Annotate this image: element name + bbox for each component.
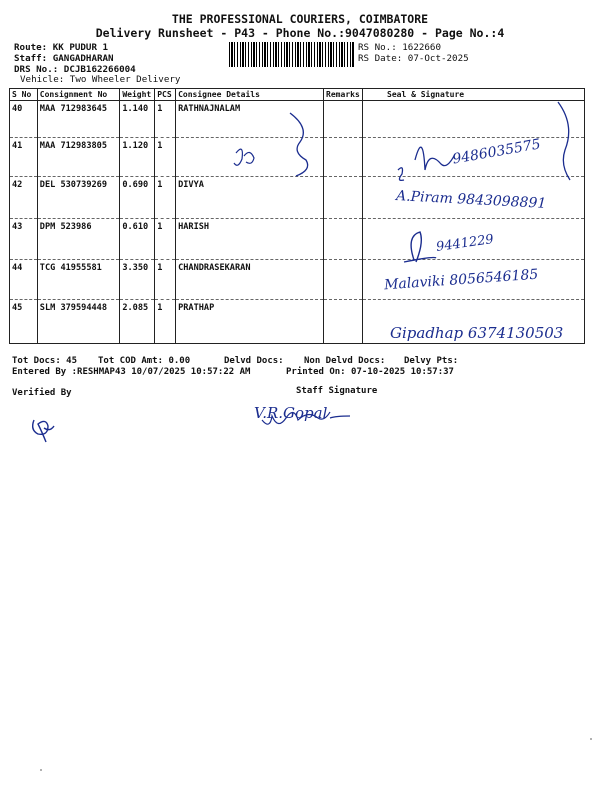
handwritten-phone: 9441229 — [435, 232, 495, 255]
cell-sno: 42 — [10, 177, 38, 219]
col-pcs: PCS — [155, 89, 176, 101]
printed-on: Printed On: 07-10-2025 10:57:37 — [286, 367, 454, 377]
runsheet-subtitle: Delivery Runsheet - P43 - Phone No.:9047080280 - Page No.:4 — [95, 26, 505, 40]
company-title: THE PROFESSIONAL COURIERS, COIMBATORE — [171, 12, 429, 26]
cell-pcs: 1 — [155, 219, 176, 260]
staff-signature-hand: V.R.Gopal — [254, 404, 328, 422]
signature-scrawl — [404, 232, 436, 262]
cell-consignment: MAA 712983645 — [37, 101, 120, 138]
scan-speck — [40, 769, 42, 771]
delivered-docs: Delvd Docs: — [224, 356, 284, 366]
cell-weight: 0.610 — [120, 219, 155, 260]
cell-sno: 43 — [10, 219, 38, 260]
entered-by: Entered By :RESHMAP43 10/07/2025 10:57:22 AM — [12, 367, 251, 377]
cell-weight: 0.690 — [120, 177, 155, 219]
col-weight: Weight — [120, 89, 155, 101]
col-consignee: Consignee Details — [176, 89, 324, 101]
col-sno: S No — [10, 89, 38, 101]
cell-pcs: 1 — [155, 177, 176, 219]
handwritten-signature: A.Piram 9843098891 — [395, 188, 547, 212]
route-label: Route: KK PUDUR 1 — [14, 42, 109, 53]
total-docs: Tot Docs: 45 — [12, 356, 78, 366]
cell-sno: 45 — [10, 300, 38, 344]
cell-pcs: 1 — [155, 300, 176, 344]
cell-sno: 41 — [10, 138, 38, 177]
scribble-mark — [234, 149, 254, 165]
cell-weight: 2.085 — [120, 300, 155, 344]
cell-consignee: CHANDRASEKARAN — [176, 260, 324, 300]
handwritten-phone: 9486035575 — [451, 136, 542, 168]
bracket-mark — [290, 113, 308, 176]
col-consignment: Consignment No — [37, 89, 120, 101]
cell-consignee: RATHNAJNALAM — [176, 101, 324, 138]
cell-consignment: TCG 41955581 — [37, 260, 120, 300]
cell-consignment: DEL 530739269 — [37, 177, 120, 219]
cell-weight: 3.350 — [120, 260, 155, 300]
staff-signature-label: Staff Signature — [296, 386, 378, 396]
cell-consignment: MAA 712983805 — [37, 138, 120, 177]
handwritten-signature: Gipadhap 6374130503 — [390, 324, 564, 342]
cell-consignee: PRATHAP — [176, 300, 324, 344]
cell-pcs: 1 — [155, 138, 176, 177]
non-delivered-docs: Non Delvd Docs: — [304, 356, 386, 366]
cell-weight: 1.140 — [120, 101, 155, 138]
bracket-mark — [558, 102, 570, 180]
verified-signature-scrawl — [33, 420, 54, 442]
drs-number: DRS No.: DCJB162266004 — [14, 64, 136, 75]
vehicle-label: Vehicle: Two Wheeler Delivery — [20, 74, 181, 85]
cell-pcs: 1 — [155, 260, 176, 300]
rs-number: RS No.: 1622660 — [358, 42, 441, 53]
signature-scrawl — [398, 147, 455, 180]
scan-speck — [590, 738, 592, 740]
cell-sno: 40 — [10, 101, 38, 138]
total-cod: Tot COD Amt: 0.00 — [98, 356, 191, 366]
cell-consignment: SLM 379594448 — [37, 300, 120, 344]
handwritten-signature: Malaviki 8056546185 — [383, 266, 539, 294]
staff-label: Staff: GANGADHARAN — [14, 53, 114, 64]
cell-pcs: 1 — [155, 101, 176, 138]
col-signature: Seal & Signature — [363, 89, 585, 101]
verified-by-label: Verified By — [12, 388, 72, 398]
cell-consignee: DIVYA — [176, 177, 324, 219]
cell-sno: 44 — [10, 260, 38, 300]
cell-weight: 1.120 — [120, 138, 155, 177]
col-remarks: Remarks — [324, 89, 363, 101]
cell-consignee: HARISH — [176, 219, 324, 260]
rs-date: RS Date: 07-Oct-2025 — [358, 53, 469, 64]
delivery-points: Delvy Pts: — [404, 356, 459, 366]
cell-consignment: DPM 523986 — [37, 219, 120, 260]
